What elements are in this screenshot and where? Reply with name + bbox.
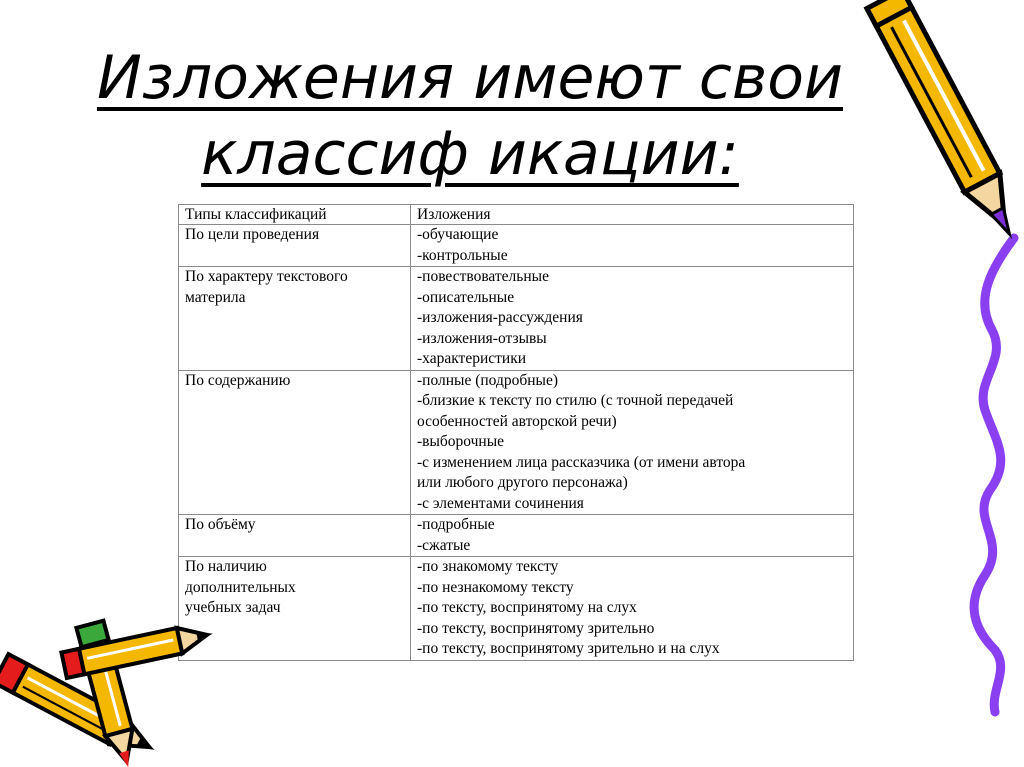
exposition-item: -повествовательные: [417, 268, 549, 285]
exposition-item: -с изменением лица рассказчика (от имени автора: [417, 453, 746, 471]
exposition-item: -подробные: [417, 516, 495, 533]
exposition-item: -выборочные: [417, 433, 505, 450]
exposition-item: -полные (подробные): [417, 371, 558, 389]
classification-type-line: материла: [185, 288, 246, 306]
classification-type-line: дополнительных: [185, 578, 296, 596]
exposition-item: -обучающие: [417, 226, 499, 243]
classification-type-line: По содержанию: [185, 371, 291, 389]
exposition-item: или любого другого персонажа): [417, 474, 628, 491]
exposition-item: -описательные: [417, 288, 515, 306]
classification-type-line: учебных задач: [185, 599, 281, 616]
exposition-item: -по знакомому тексту: [417, 558, 559, 575]
classification-type-line: По характеру текстового: [185, 268, 348, 285]
classification-type-line: По цели проведения: [185, 226, 320, 243]
exposition-item: -близкие к тексту по стилю (с точной передачей: [417, 392, 734, 409]
exposition-item: -по незнакомому тексту: [417, 578, 574, 596]
exposition-item: -по тексту, воспринятому зрительно: [417, 619, 655, 637]
exposition-item: -характеристики: [417, 350, 527, 367]
exposition-item: особенностей авторской речи): [417, 412, 617, 430]
exposition-item: -с элементами сочинения: [417, 494, 584, 512]
pencil-icon: [867, 0, 1024, 243]
scribble-line: [974, 238, 1014, 712]
title-line-1: Изложения имеют свои: [97, 43, 843, 113]
exposition-item: -контрольные: [417, 246, 508, 264]
exposition-item: -по тексту, воспринятому зрительно и на слух: [417, 640, 720, 657]
classification-type-line: По наличию: [185, 558, 267, 575]
header-types: Типы классификаций: [179, 205, 411, 225]
exposition-item: -изложения-рассуждения: [417, 309, 583, 326]
exposition-item: -изложения-отзывы: [417, 329, 547, 347]
classification-type-line: По объёму: [185, 516, 256, 533]
title-line-2: классиф икации:: [201, 119, 739, 189]
header-expositions: Изложения: [411, 205, 854, 225]
exposition-item: -сжатые: [417, 536, 471, 554]
exposition-item: -по тексту, воспринятому на слух: [417, 599, 637, 616]
